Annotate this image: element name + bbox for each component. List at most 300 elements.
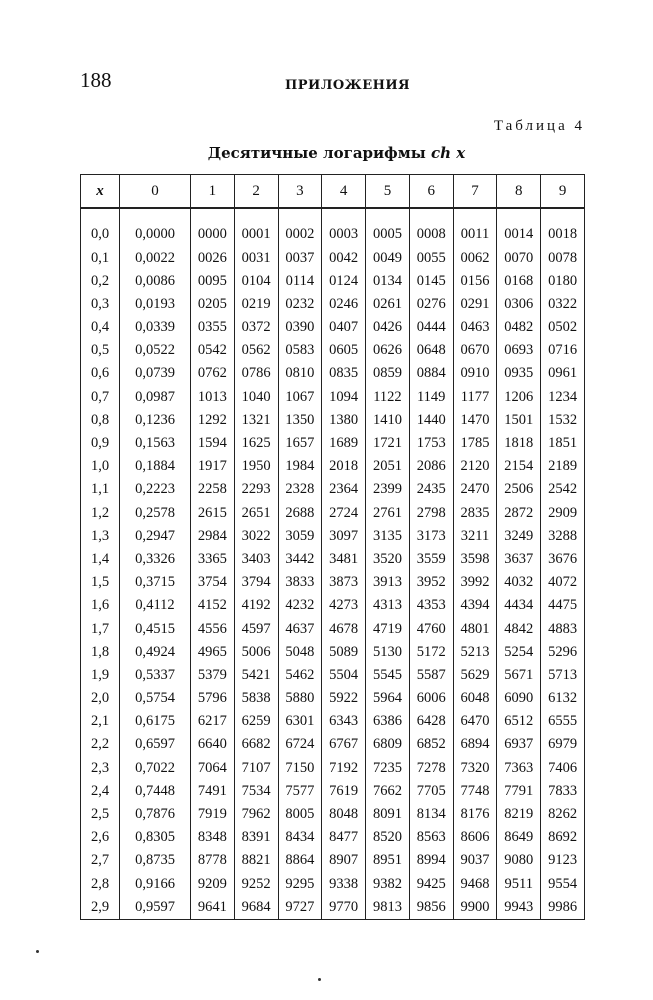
cell-value: 1950 <box>234 455 278 478</box>
cell-value: 0,0739 <box>120 362 191 385</box>
cell-value: 5922 <box>322 687 366 710</box>
cell-value: 4678 <box>322 617 366 640</box>
cell-value: 9295 <box>278 872 322 895</box>
cell-value: 0910 <box>453 362 497 385</box>
cell-x-value: 2,0 <box>81 687 120 710</box>
cell-value: 5880 <box>278 687 322 710</box>
cell-x-value: 1,0 <box>81 455 120 478</box>
cell-value: 7150 <box>278 756 322 779</box>
cell-value: 7363 <box>497 756 541 779</box>
cell-value: 0693 <box>497 339 541 362</box>
cell-value: 0,9597 <box>120 895 191 919</box>
cell-x-value: 1,6 <box>81 594 120 617</box>
cell-value: 1321 <box>234 409 278 432</box>
cell-value: 3992 <box>453 571 497 594</box>
cell-value: 0407 <box>322 316 366 339</box>
table-row <box>81 780 585 803</box>
cell-value: 6428 <box>409 710 453 733</box>
cell-value: 9511 <box>497 872 541 895</box>
cell-value: 2435 <box>409 478 453 501</box>
cell-value: 0003 <box>322 223 366 246</box>
cell-x-value: 2,5 <box>81 803 120 826</box>
cell-value: 4965 <box>191 640 235 663</box>
cell-value: 1594 <box>191 432 235 455</box>
cell-value: 1689 <box>322 432 366 455</box>
cell-x-value: 1,1 <box>81 478 120 501</box>
cell-value: 0542 <box>191 339 235 362</box>
cell-value: 7107 <box>234 756 278 779</box>
cell-value: 3442 <box>278 548 322 571</box>
cell-value: 2688 <box>278 501 322 524</box>
cell-value: 0562 <box>234 339 278 362</box>
table-row <box>81 432 585 455</box>
cell-value: 7577 <box>278 780 322 803</box>
cell-x-value: 2,7 <box>81 849 120 872</box>
cell-value: 0,0987 <box>120 385 191 408</box>
cell-value: 7278 <box>409 756 453 779</box>
cell-value: 0005 <box>366 223 410 246</box>
cell-value: 0232 <box>278 293 322 316</box>
cell-value: 0246 <box>322 293 366 316</box>
cell-value: 4273 <box>322 594 366 617</box>
cell-value: 6809 <box>366 733 410 756</box>
cell-value: 9123 <box>541 849 585 872</box>
cell-value: 1013 <box>191 385 235 408</box>
cell-value: 8005 <box>278 803 322 826</box>
table-header-row <box>81 175 585 209</box>
cell-value: 0156 <box>453 269 497 292</box>
cell-value: 5172 <box>409 640 453 663</box>
cell-value: 2399 <box>366 478 410 501</box>
cell-value: 0011 <box>453 223 497 246</box>
cell-value: 9943 <box>497 895 541 919</box>
cell-value: 2120 <box>453 455 497 478</box>
cell-value: 6217 <box>191 710 235 733</box>
cell-value: 0426 <box>366 316 410 339</box>
cell-value: 9900 <box>453 895 497 919</box>
cell-value: 5048 <box>278 640 322 663</box>
cell-value: 8864 <box>278 849 322 872</box>
cell-value: 1984 <box>278 455 322 478</box>
cell-x-value: 2,6 <box>81 826 120 849</box>
cell-value: 0762 <box>191 362 235 385</box>
cell-value: 2328 <box>278 478 322 501</box>
column-header-x: x <box>81 175 120 209</box>
cell-value: 0,9166 <box>120 872 191 895</box>
cell-x-value: 2,8 <box>81 872 120 895</box>
cell-value: 8907 <box>322 849 366 872</box>
cell-value: 0104 <box>234 269 278 292</box>
cell-value: 0134 <box>366 269 410 292</box>
cell-value: 0,5754 <box>120 687 191 710</box>
cell-value: 0626 <box>366 339 410 362</box>
cell-value: 7619 <box>322 780 366 803</box>
cell-value: 2189 <box>541 455 585 478</box>
column-header: 0 <box>120 175 191 209</box>
cell-value: 6682 <box>234 733 278 756</box>
cell-value: 6048 <box>453 687 497 710</box>
table-row <box>81 733 585 756</box>
cell-value: 0810 <box>278 362 322 385</box>
cell-value: 7748 <box>453 780 497 803</box>
cell-value: 0,8305 <box>120 826 191 849</box>
cell-x-value: 0,0 <box>81 223 120 246</box>
cell-value: 0261 <box>366 293 410 316</box>
cell-value: 6852 <box>409 733 453 756</box>
cell-x-value: 0,1 <box>81 246 120 269</box>
cell-value: 0055 <box>409 246 453 269</box>
cell-value: 8134 <box>409 803 453 826</box>
cell-value: 0,5337 <box>120 664 191 687</box>
cell-value: 2018 <box>322 455 366 478</box>
table-row <box>81 385 585 408</box>
cell-value: 9382 <box>366 872 410 895</box>
cell-value: 1625 <box>234 432 278 455</box>
cell-x-value: 0,6 <box>81 362 120 385</box>
cell-x-value: 1,5 <box>81 571 120 594</box>
cell-value: 0078 <box>541 246 585 269</box>
cell-value: 7705 <box>409 780 453 803</box>
cell-value: 7962 <box>234 803 278 826</box>
cell-value: 8176 <box>453 803 497 826</box>
cell-value: 0716 <box>541 339 585 362</box>
cell-value: 0463 <box>453 316 497 339</box>
cell-value: 3097 <box>322 524 366 547</box>
cell-value: 1818 <box>497 432 541 455</box>
cell-value: 0070 <box>497 246 541 269</box>
cell-value: 0168 <box>497 269 541 292</box>
cell-value: 3559 <box>409 548 453 571</box>
table-row <box>81 293 585 316</box>
table-row <box>81 571 585 594</box>
cell-value: 2835 <box>453 501 497 524</box>
cell-value: 7064 <box>191 756 235 779</box>
cell-value: 7192 <box>322 756 366 779</box>
cell-value: 0,4515 <box>120 617 191 640</box>
column-header: 2 <box>234 175 278 209</box>
table-row <box>81 687 585 710</box>
cell-x-value: 1,7 <box>81 617 120 640</box>
table-row <box>81 826 585 849</box>
cell-x-value: 2,3 <box>81 756 120 779</box>
cell-value: 4801 <box>453 617 497 640</box>
cell-value: 0,0022 <box>120 246 191 269</box>
cell-value: 4475 <box>541 594 585 617</box>
cell-value: 0062 <box>453 246 497 269</box>
cell-value: 3249 <box>497 524 541 547</box>
table-row <box>81 455 585 478</box>
cell-value: 9468 <box>453 872 497 895</box>
cell-value: 0,3326 <box>120 548 191 571</box>
cell-value: 2051 <box>366 455 410 478</box>
cell-value: 1094 <box>322 385 366 408</box>
cell-value: 1067 <box>278 385 322 408</box>
table-row <box>81 756 585 779</box>
cell-value: 8262 <box>541 803 585 826</box>
column-header: 5 <box>366 175 410 209</box>
cell-value: 8348 <box>191 826 235 849</box>
cell-value: 0,8735 <box>120 849 191 872</box>
cell-value: 2798 <box>409 501 453 524</box>
cell-value: 8994 <box>409 849 453 872</box>
cell-value: 0,7022 <box>120 756 191 779</box>
cell-value: 0,1884 <box>120 455 191 478</box>
cell-value: 8951 <box>366 849 410 872</box>
cell-value: 1350 <box>278 409 322 432</box>
cell-value: 1206 <box>497 385 541 408</box>
table-row <box>81 895 585 919</box>
cell-value: 3754 <box>191 571 235 594</box>
cell-value: 2984 <box>191 524 235 547</box>
cell-value: 0219 <box>234 293 278 316</box>
cell-value: 0291 <box>453 293 497 316</box>
cell-value: 0000 <box>191 223 235 246</box>
cell-value: 9209 <box>191 872 235 895</box>
cell-value: 3952 <box>409 571 453 594</box>
cell-value: 0935 <box>497 362 541 385</box>
cell-value: 2470 <box>453 478 497 501</box>
cell-value: 6006 <box>409 687 453 710</box>
cell-value: 6979 <box>541 733 585 756</box>
print-speck <box>36 950 39 953</box>
cell-value: 0145 <box>409 269 453 292</box>
cell-value: 9037 <box>453 849 497 872</box>
cell-value: 6259 <box>234 710 278 733</box>
table-row <box>81 316 585 339</box>
table-row <box>81 269 585 292</box>
table-title <box>0 144 653 162</box>
column-header: 4 <box>322 175 366 209</box>
cell-value: 4152 <box>191 594 235 617</box>
cell-value: 4883 <box>541 617 585 640</box>
cell-value: 7534 <box>234 780 278 803</box>
cell-value: 0001 <box>234 223 278 246</box>
cell-value: 0114 <box>278 269 322 292</box>
cell-value: 5964 <box>366 687 410 710</box>
cell-value: 8434 <box>278 826 322 849</box>
cell-value: 1657 <box>278 432 322 455</box>
cell-value: 1785 <box>453 432 497 455</box>
cell-value: 3022 <box>234 524 278 547</box>
cell-value: 6090 <box>497 687 541 710</box>
cell-value: 6343 <box>322 710 366 733</box>
table-row <box>81 710 585 733</box>
cell-value: 6937 <box>497 733 541 756</box>
table-row <box>81 664 585 687</box>
cell-value: 6555 <box>541 710 585 733</box>
cell-value: 7406 <box>541 756 585 779</box>
table-row <box>81 501 585 524</box>
cell-x-value: 2,1 <box>81 710 120 733</box>
cell-value: 6132 <box>541 687 585 710</box>
cell-value: 2542 <box>541 478 585 501</box>
cell-value: 1440 <box>409 409 453 432</box>
cell-value: 0031 <box>234 246 278 269</box>
column-header: 8 <box>497 175 541 209</box>
cell-value: 0,0522 <box>120 339 191 362</box>
cell-value: 3873 <box>322 571 366 594</box>
cell-value: 4556 <box>191 617 235 640</box>
cell-value: 3598 <box>453 548 497 571</box>
page-number: 188 <box>80 68 112 92</box>
cell-value: 1410 <box>366 409 410 432</box>
cell-value: 8563 <box>409 826 453 849</box>
cell-value: 8091 <box>366 803 410 826</box>
cell-value: 4032 <box>497 571 541 594</box>
cell-value: 3059 <box>278 524 322 547</box>
table-row <box>81 246 585 269</box>
cell-value: 2086 <box>409 455 453 478</box>
cell-value: 9338 <box>322 872 366 895</box>
cell-value: 6386 <box>366 710 410 733</box>
cell-value: 8391 <box>234 826 278 849</box>
cell-value: 6470 <box>453 710 497 733</box>
cell-x-value: 0,7 <box>81 385 120 408</box>
cell-x-value: 0,3 <box>81 293 120 316</box>
cell-value: 9813 <box>366 895 410 919</box>
cell-value: 8606 <box>453 826 497 849</box>
cell-value: 0037 <box>278 246 322 269</box>
cell-value: 5838 <box>234 687 278 710</box>
cell-value: 5504 <box>322 664 366 687</box>
cell-value: 0,7876 <box>120 803 191 826</box>
cell-value: 1753 <box>409 432 453 455</box>
cell-value: 5213 <box>453 640 497 663</box>
cell-value: 0205 <box>191 293 235 316</box>
cell-value: 0444 <box>409 316 453 339</box>
cell-x-value: 0,8 <box>81 409 120 432</box>
log-table <box>80 174 585 920</box>
cell-value: 0786 <box>234 362 278 385</box>
cell-value: 2293 <box>234 478 278 501</box>
cell-value: 6724 <box>278 733 322 756</box>
cell-value: 4842 <box>497 617 541 640</box>
cell-value: 0,0193 <box>120 293 191 316</box>
cell-value: 4394 <box>453 594 497 617</box>
table-row <box>81 223 585 246</box>
cell-value: 4719 <box>366 617 410 640</box>
cell-value: 3481 <box>322 548 366 571</box>
cell-value: 7919 <box>191 803 235 826</box>
cell-value: 6640 <box>191 733 235 756</box>
cell-value: 3520 <box>366 548 410 571</box>
cell-value: 0,2578 <box>120 501 191 524</box>
cell-value: 9252 <box>234 872 278 895</box>
cell-value: 0008 <box>409 223 453 246</box>
cell-value: 9425 <box>409 872 453 895</box>
cell-value: 5462 <box>278 664 322 687</box>
table-row <box>81 617 585 640</box>
cell-value: 0,1563 <box>120 432 191 455</box>
cell-value: 8219 <box>497 803 541 826</box>
cell-value: 2615 <box>191 501 235 524</box>
cell-value: 5254 <box>497 640 541 663</box>
cell-value: 5379 <box>191 664 235 687</box>
cell-value: 0884 <box>409 362 453 385</box>
table-row <box>81 803 585 826</box>
cell-value: 4313 <box>366 594 410 617</box>
cell-x-value: 2,4 <box>81 780 120 803</box>
cell-value: 0,6597 <box>120 733 191 756</box>
cell-value: 0648 <box>409 339 453 362</box>
table-row <box>81 594 585 617</box>
cell-value: 6894 <box>453 733 497 756</box>
cell-value: 2154 <box>497 455 541 478</box>
cell-value: 8821 <box>234 849 278 872</box>
cell-value: 8520 <box>366 826 410 849</box>
cell-value: 0306 <box>497 293 541 316</box>
cell-value: 5421 <box>234 664 278 687</box>
cell-value: 0859 <box>366 362 410 385</box>
cell-x-value: 2,9 <box>81 895 120 919</box>
cell-x-value: 1,4 <box>81 548 120 571</box>
cell-x-value: 1,2 <box>81 501 120 524</box>
cell-value: 8477 <box>322 826 366 849</box>
cell-x-value: 0,9 <box>81 432 120 455</box>
cell-value: 0095 <box>191 269 235 292</box>
cell-value: 0002 <box>278 223 322 246</box>
cell-value: 0,3715 <box>120 571 191 594</box>
cell-value: 2724 <box>322 501 366 524</box>
cell-value: 3637 <box>497 548 541 571</box>
cell-value: 2506 <box>497 478 541 501</box>
cell-value: 0,2947 <box>120 524 191 547</box>
cell-value: 1470 <box>453 409 497 432</box>
cell-value: 1917 <box>191 455 235 478</box>
column-header: 9 <box>541 175 585 209</box>
cell-x-value: 0,5 <box>81 339 120 362</box>
cell-value: 9641 <box>191 895 235 919</box>
cell-value: 0180 <box>541 269 585 292</box>
cell-value: 5796 <box>191 687 235 710</box>
cell-value: 0,0000 <box>120 223 191 246</box>
cell-value: 9856 <box>409 895 453 919</box>
cell-value: 1501 <box>497 409 541 432</box>
cell-value: 5671 <box>497 664 541 687</box>
column-header: 1 <box>191 175 235 209</box>
cell-value: 3365 <box>191 548 235 571</box>
cell-value: 0961 <box>541 362 585 385</box>
cell-value: 5296 <box>541 640 585 663</box>
cell-value: 0018 <box>541 223 585 246</box>
cell-value: 4760 <box>409 617 453 640</box>
cell-value: 1532 <box>541 409 585 432</box>
table-row <box>81 640 585 663</box>
cell-value: 1380 <box>322 409 366 432</box>
cell-value: 0,4112 <box>120 594 191 617</box>
cell-value: 0124 <box>322 269 366 292</box>
cell-value: 1234 <box>541 385 585 408</box>
cell-value: 0,4924 <box>120 640 191 663</box>
cell-value: 9554 <box>541 872 585 895</box>
cell-value: 3288 <box>541 524 585 547</box>
cell-value: 0605 <box>322 339 366 362</box>
table-row <box>81 524 585 547</box>
cell-x-value: 1,9 <box>81 664 120 687</box>
cell-value: 2761 <box>366 501 410 524</box>
cell-value: 8692 <box>541 826 585 849</box>
cell-value: 0835 <box>322 362 366 385</box>
print-speck <box>318 978 321 981</box>
running-head: ПРИЛОЖЕНИЯ <box>285 78 411 93</box>
table-row <box>81 872 585 895</box>
cell-value: 4192 <box>234 594 278 617</box>
cell-value: 2651 <box>234 501 278 524</box>
cell-value: 5130 <box>366 640 410 663</box>
cell-value: 7833 <box>541 780 585 803</box>
cell-value: 0355 <box>191 316 235 339</box>
column-header: 7 <box>453 175 497 209</box>
